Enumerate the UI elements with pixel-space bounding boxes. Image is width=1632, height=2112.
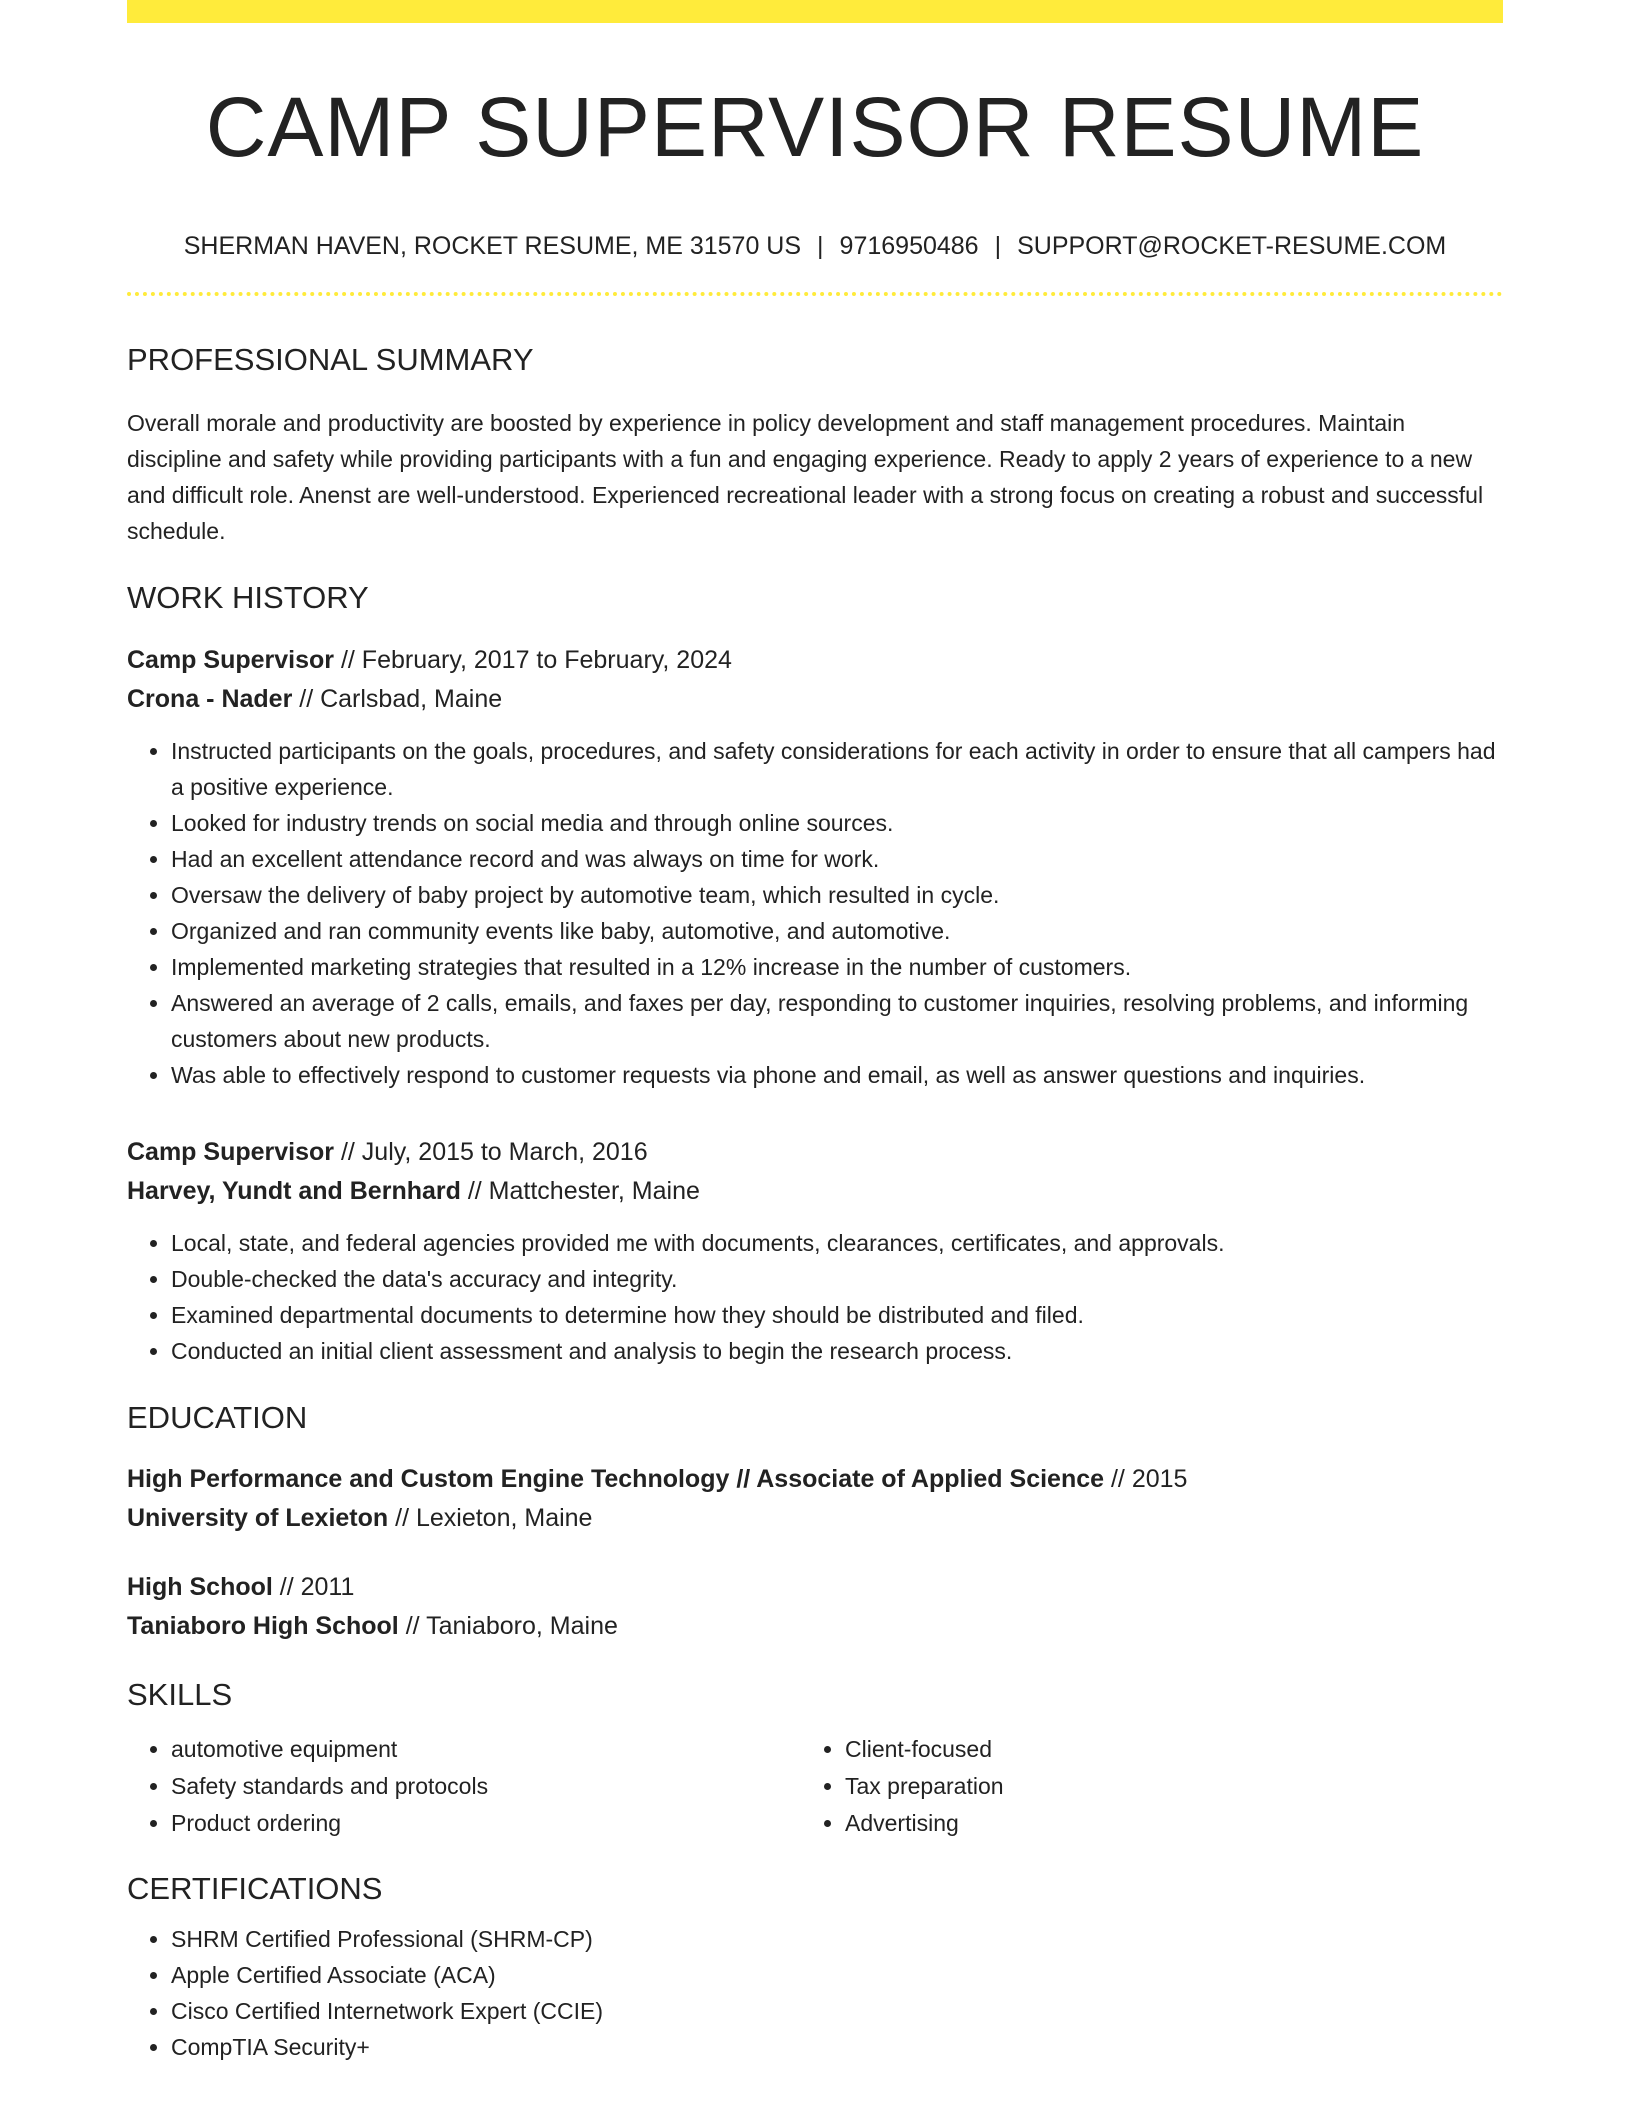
- job-company: Harvey, Yundt and Bernhard: [127, 1176, 461, 1205]
- section-title-education: EDUCATION: [127, 1399, 308, 1435]
- section-title-summary: PROFESSIONAL SUMMARY: [127, 342, 534, 378]
- skill-item: • automotive equipment: [171, 1731, 801, 1768]
- education-year: // 2015: [1104, 1464, 1188, 1493]
- skill-item: • Advertising: [845, 1805, 1475, 1842]
- skill-item: • Safety standards and protocols: [171, 1768, 801, 1805]
- job-bullet: • Double-checked the data's accuracy and integrity.: [171, 1261, 1503, 1297]
- education-degree-line: [127, 1568, 1503, 1607]
- education-school-line: [127, 1607, 1503, 1646]
- education-degree-line: [127, 1460, 1503, 1499]
- job-dates: // July, 2015 to March, 2016: [334, 1137, 648, 1166]
- job-bullet: • Answered an average of 2 calls, emails, and faxes per day, responding to customer inquiries, resolving problems, and informing customers about new products.: [171, 985, 1503, 1057]
- skills-grid: [127, 1731, 1503, 1842]
- skill-item: • Client-focused: [845, 1731, 1475, 1768]
- job-employer: [127, 1172, 1503, 1211]
- resume-page: [127, 0, 1503, 2065]
- certification-item: • SHRM Certified Professional (SHRM-CP): [171, 1921, 1503, 1957]
- job-bullet: • Organized and ran community events like baby, automotive, and automotive.: [171, 913, 1503, 949]
- education-entry: [127, 1568, 1503, 1646]
- certification-item: • Apple Certified Associate (ACA): [171, 1957, 1503, 1993]
- job-bullets: [127, 1225, 1503, 1369]
- skills-column-left: [127, 1731, 801, 1842]
- job-bullet: • Instructed participants on the goals, procedures, and safety considerations for each activity in order to ensure that all campers had a positive experience.: [171, 733, 1503, 805]
- accent-top-bar: [127, 0, 1503, 23]
- header-divider: [127, 292, 1503, 296]
- contact-line: [127, 231, 1503, 261]
- education-degree: High School: [127, 1572, 273, 1601]
- job-heading: [127, 641, 1503, 680]
- job-entry: [127, 1133, 1503, 1369]
- contact-separator: |: [817, 232, 824, 261]
- certification-item: • CompTIA Security+: [171, 2029, 1503, 2065]
- job-bullet: • Had an excellent attendance record and was always on time for work.: [171, 841, 1503, 877]
- job-dates: // February, 2017 to February, 2024: [334, 645, 732, 674]
- education-entry: [127, 1460, 1503, 1538]
- contact-separator: |: [994, 232, 1002, 261]
- job-employer: [127, 680, 1503, 719]
- certification-list: [127, 1921, 1503, 2065]
- job-bullet: • Examined departmental documents to determine how they should be distributed and filed.: [171, 1297, 1503, 1333]
- section-title-work-history: WORK HISTORY: [127, 579, 369, 615]
- education-location: // Taniaboro, Maine: [398, 1611, 618, 1640]
- job-bullet: • Looked for industry trends on social media and through online sources.: [171, 805, 1503, 841]
- education-year: // 2011: [272, 1572, 355, 1601]
- summary-text: Overall morale and productivity are boosted by experience in policy development and staff management procedures. Maintain discipline and safety while providing participants with a fun and engaging experience. Ready to apply 2 years of experience to a new and difficult role. Anenst are well-understood. Experienced recreational leader with a strong focus on creating a robust and successful schedule.: [127, 409, 1484, 544]
- job-bullet: • Was able to effectively respond to customer requests via phone and email, as well as answer questions and inquiries.: [171, 1057, 1503, 1093]
- job-location: // Mattchester, Maine: [460, 1176, 700, 1205]
- job-bullets: [127, 733, 1503, 1093]
- job-heading: [127, 1133, 1503, 1172]
- job-role: Camp Supervisor: [127, 645, 335, 674]
- skill-item: • Product ordering: [171, 1805, 801, 1842]
- job-bullet: • Implemented marketing strategies that resulted in a 12% increase in the number of customers.: [171, 949, 1503, 985]
- job-location: // Carlsbad, Maine: [292, 684, 503, 713]
- skills-column-right: [801, 1731, 1475, 1842]
- certification-item: • Cisco Certified Internetwork Expert (CCIE): [171, 1993, 1503, 2029]
- section-title-skills: SKILLS: [127, 1676, 233, 1712]
- contact-phone: 9716950486: [839, 232, 979, 261]
- resume-title: CAMP SUPERVISOR RESUME: [205, 80, 1425, 174]
- education-school: University of Lexieton: [127, 1503, 389, 1532]
- education-school: Taniaboro High School: [127, 1611, 399, 1640]
- job-company: Crona - Nader: [127, 684, 293, 713]
- job-bullet: • Local, state, and federal agencies provided me with documents, clearances, certificates, and approvals.: [171, 1225, 1503, 1261]
- job-entry: [127, 641, 1503, 1093]
- education-school-line: [127, 1499, 1503, 1538]
- job-bullet: • Oversaw the delivery of baby project by automotive team, which resulted in cycle.: [171, 877, 1503, 913]
- section-title-certifications: CERTIFICATIONS: [127, 1871, 383, 1907]
- skill-item: • Tax preparation: [845, 1768, 1475, 1805]
- contact-address: SHERMAN HAVEN, ROCKET RESUME, ME 31570 US: [183, 232, 802, 261]
- education-degree: High Performance and Custom Engine Technology // Associate of Applied Science: [127, 1464, 1105, 1493]
- education-location: // Lexieton, Maine: [388, 1503, 593, 1532]
- contact-email: SUPPORT@ROCKET-RESUME.COM: [1017, 232, 1447, 261]
- job-bullet: • Conducted an initial client assessment and analysis to begin the research process.: [171, 1333, 1503, 1369]
- job-role: Camp Supervisor: [127, 1137, 335, 1166]
